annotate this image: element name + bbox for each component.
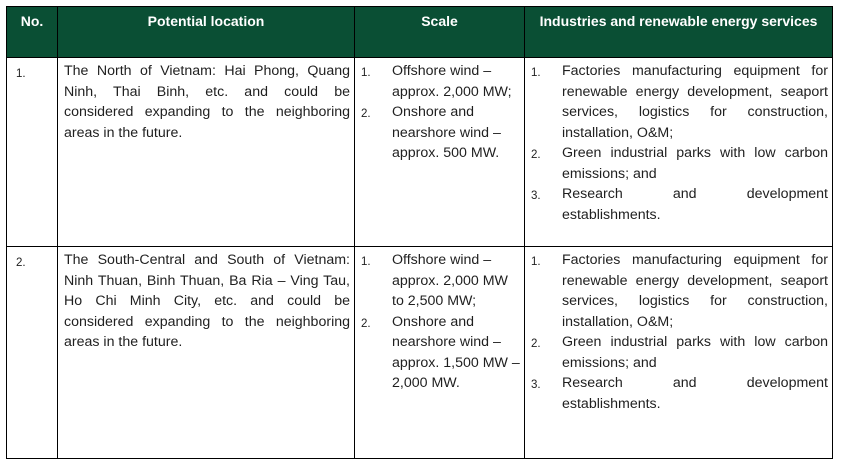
header-industries: Industries and renewable energy services [525, 7, 833, 58]
list-item [525, 373, 832, 414]
industries-cell [525, 58, 833, 247]
list-item [525, 61, 832, 143]
location-cell: The North of Vietnam: Hai Phong, Quang Ninh, Thai Binh, etc. and could be considered expanding to the neighboring areas in the future. [58, 58, 355, 247]
header-location: Potential location [58, 7, 355, 58]
industries-cell [525, 247, 833, 459]
table-row [7, 58, 833, 247]
item-number: 2. [361, 317, 371, 330]
item-number: 3. [531, 379, 541, 391]
item-text: Research and development establishments. [562, 186, 828, 223]
item-text: Onshore and nearshore wind – approx. 500 MW. [392, 104, 501, 161]
item-text: Onshore and nearshore wind – approx. 1,500 MW – 2,000 MW. [392, 313, 520, 391]
item-text: Green industrial parks with low carbon emissions; and [562, 334, 828, 371]
item-text: Green industrial parks with low carbon emissions; and [562, 145, 828, 182]
scale-cell [355, 58, 525, 247]
list-item [525, 332, 832, 373]
list-item [355, 250, 524, 312]
header-row [7, 7, 833, 58]
item-number: 2. [531, 338, 541, 350]
item-number: 2. [361, 108, 371, 120]
locations-table [6, 6, 833, 459]
item-number: 1. [361, 67, 371, 79]
list-item [525, 184, 832, 225]
item-text: Offshore wind – approx. 2,000 MW; [392, 63, 512, 100]
location-cell: The South-Central and South of Vietnam: Ninh Thuan, Binh Thuan, Ba Ria – Ving Tau, Ho Chi Minh City, etc. and could be considered expanding to the neighboring areas in the future. [58, 247, 355, 459]
list-item [525, 250, 832, 332]
header-scale: Scale [355, 7, 525, 58]
item-number: 1. [531, 67, 541, 79]
row-number: 2. [7, 247, 58, 459]
list-item [355, 312, 524, 394]
table-row [7, 247, 833, 459]
list-item [355, 102, 524, 164]
scale-cell [355, 247, 525, 459]
item-number: 2. [531, 149, 541, 161]
list-item [355, 61, 524, 102]
item-text: Offshore wind – approx. 2,000 MW to 2,500 MW; [392, 252, 508, 309]
header-no: No. [7, 7, 58, 58]
item-text: Research and development establishments. [562, 375, 828, 412]
item-number: 3. [531, 190, 541, 202]
item-number: 1. [531, 256, 541, 268]
list-item [525, 143, 832, 184]
item-text: Factories manufacturing equipment for renewable energy development, seaport services, logistics for construction, installation, O&M; [562, 63, 828, 141]
item-text: Factories manufacturing equipment for renewable energy development, seaport services, logistics for construction, installation, O&M; [562, 252, 828, 330]
item-number: 1. [361, 256, 371, 268]
row-number: 1. [7, 58, 58, 247]
